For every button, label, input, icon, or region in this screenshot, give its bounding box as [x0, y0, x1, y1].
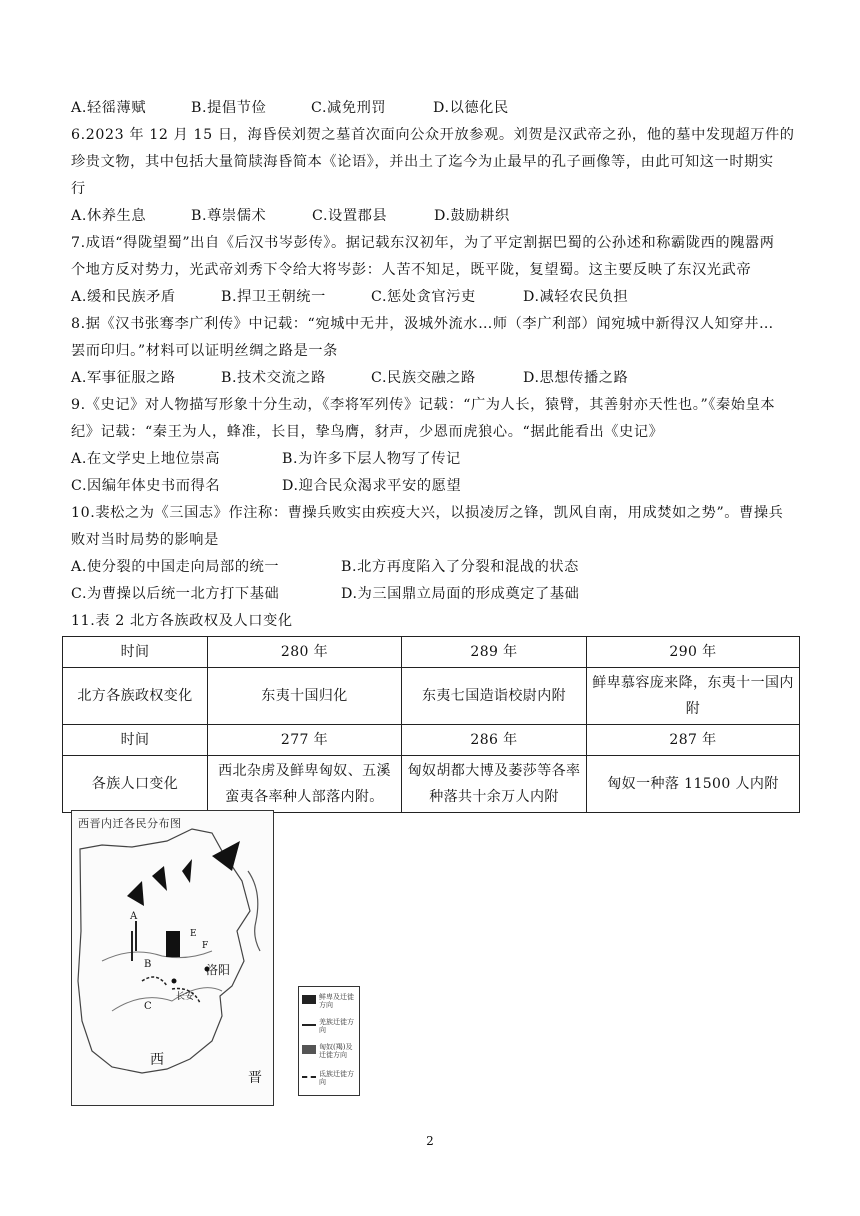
- q9-options-row-1: [71, 450, 461, 468]
- q6-option-b: B.尊崇儒术: [191, 208, 267, 224]
- table-cell: 鲜卑慕容庞来降，东夷十一国内附: [587, 668, 800, 725]
- coastline: [78, 829, 250, 1073]
- q10-option-c: C.为曹操以后统一北方打下基础: [71, 586, 280, 602]
- table-cell: 时间: [63, 637, 208, 668]
- q7-option-a: A.缓和民族矛盾: [71, 289, 176, 305]
- legend-item: 匈奴(羯)及迁徙方向: [319, 1043, 353, 1059]
- table-cell: 各族人口变化: [63, 756, 208, 813]
- q7-options: [71, 288, 628, 306]
- map-legend: [298, 986, 360, 1096]
- map-label-f: F: [202, 941, 209, 951]
- table-cell: 时间: [63, 725, 208, 756]
- q5-option-a: A.轻徭薄赋: [71, 100, 147, 116]
- map-label-a: A: [130, 911, 138, 922]
- table-cell: 277 年: [208, 725, 402, 756]
- q8-option-a: A.军事征服之路: [71, 370, 176, 386]
- chang-an-marker: [172, 979, 177, 984]
- q9-stem-line-1: 9.《史记》对人物描写形象十分生动，《李将军列传》记载：“广为人长，猿臂，其善射亦天性也。”《秦始皇本: [71, 397, 776, 413]
- map-label-b: B: [144, 959, 152, 970]
- q11-caption: 11.表 2 北方各族政权及人口变化: [71, 613, 293, 629]
- migration-arrow: [127, 881, 144, 906]
- legend-item: 氐族迁徙方向: [319, 1070, 354, 1086]
- table-cell: 290 年: [587, 637, 800, 668]
- map-label-changan: 长安: [176, 992, 195, 1002]
- page-number: 2: [426, 1134, 434, 1148]
- yellow-river: [102, 951, 212, 961]
- legend-qiang-icon: [302, 1024, 316, 1026]
- q9-option-a: A.在文学史上地位崇高: [71, 451, 221, 467]
- q7-stem-line-1: 7.成语“得陇望蜀”出自《后汉书岑彭传》。据记载东汉初年，为了平定割据巴蜀的公孙述和称霸陇西的隗嚣两: [71, 235, 775, 251]
- q6-stem-line-3: 行: [71, 181, 86, 197]
- yangtze-river: [112, 988, 222, 1011]
- map-drawing: [72, 811, 272, 1104]
- migration-arrow: [132, 921, 136, 961]
- q8-option-b: B.技术交流之路: [221, 370, 326, 386]
- q5-option-d: D.以德化民: [433, 100, 509, 116]
- migration-block: [166, 931, 180, 957]
- map-label-jin: 晋: [248, 1070, 262, 1086]
- table-cell: 286 年: [402, 725, 587, 756]
- q8-stem-line-1: 8.据《汉书张骞李广利传》中记载：“宛城中无井，汲城外流水…师（李广利部）闻宛城中新得汉人知穿井…: [71, 316, 774, 332]
- legend-di-icon: [302, 1076, 316, 1078]
- table-cell: 东夷七国造诣校尉内附: [402, 668, 587, 725]
- q9-option-c: C.因编年体史书而得名: [71, 478, 221, 494]
- legend-item: 羌族迁徙方向: [319, 1018, 354, 1034]
- q9-stem-line-2: 纪》记载：“秦王为人，蜂准，长目，挚鸟膺，豺声，少恩而虎狼心。“据此能看出《史记》: [71, 424, 664, 440]
- q5-options: [71, 99, 509, 117]
- migration-arrow: [152, 866, 167, 891]
- q8-stem-line-2: 罢而印归。”材料可以证明丝绸之路是一条: [71, 343, 338, 359]
- q6-option-a: A.休养生息: [71, 208, 147, 224]
- q7-option-c: C.惩处贪官污吏: [371, 289, 476, 305]
- q10-option-a: A.使分裂的中国走向局部的统一: [71, 559, 280, 575]
- q10-option-b: B.北方再度陷入了分裂和混战的状态: [341, 559, 579, 575]
- q5-option-b: B.提倡节俭: [191, 100, 267, 116]
- table-row: [63, 637, 800, 668]
- legend-item: 鲜卑及迁徙方向: [319, 993, 354, 1009]
- q5-option-c: C.减免刑罚: [311, 100, 387, 116]
- q9-option-b: B.为许多下层人物写了传记: [282, 451, 461, 467]
- q6-stem-line-1: 6.2023 年 12 月 15 日，海昏侯刘贺之墓首次面向公众开放参观。刘贺是汉武帝之孙，他的墓中发现超万件的: [71, 127, 795, 143]
- q10-options-row-2: [71, 585, 579, 603]
- legend-xiongnu-icon: [302, 1045, 316, 1054]
- map-label-c: C: [144, 1001, 152, 1012]
- table-row: [63, 756, 800, 813]
- table-row: [63, 725, 800, 756]
- q6-option-c: C.设置郡县: [312, 208, 388, 224]
- table-cell: 北方各族政权变化: [63, 668, 208, 725]
- migration-arrow: [212, 841, 240, 871]
- table-cell: 匈奴胡都大博及萎莎等各率种落共十余万人内附: [402, 756, 587, 813]
- table-row: [63, 668, 800, 725]
- q8-option-c: C.民族交融之路: [371, 370, 476, 386]
- q6-option-d: D.鼓励耕织: [434, 208, 510, 224]
- migration-map: [71, 810, 354, 1106]
- q6-options: [71, 207, 510, 225]
- q7-stem-line-2: 个地方反对势力，光武帝刘秀下令给大将岑彭：人苦不知足，既平陇，复望蜀。这主要反映了东汉光武帝: [71, 262, 752, 278]
- q10-stem-line-2: 败对当时局势的影响是: [71, 532, 219, 548]
- table-cell: 287 年: [587, 725, 800, 756]
- migration-path: [142, 977, 167, 986]
- q10-option-d: D.为三国鼎立局面的形成奠定了基础: [341, 586, 580, 602]
- q9-option-d: D.迎合民众渴求平安的愿望: [282, 478, 462, 494]
- q9-options-row-2: [71, 477, 461, 495]
- table-cell: 西北杂虏及鲜卑匈奴、五溪蛮夷各率种人部落内附。: [208, 756, 402, 813]
- map-title: 西晋内迁各民分布图: [78, 817, 182, 830]
- map-label-luoyang: 洛阳: [206, 963, 231, 977]
- q7-option-d: D.减轻农民负担: [523, 289, 629, 305]
- migration-arrow: [182, 859, 192, 883]
- table-cell: 东夷十国归化: [208, 668, 402, 725]
- map-label-xi: 西: [150, 1052, 164, 1068]
- table-cell: 289 年: [402, 637, 587, 668]
- table-cell: 280 年: [208, 637, 402, 668]
- q7-option-b: B.捍卫王朝统一: [221, 289, 326, 305]
- q8-option-d: D.思想传播之路: [523, 370, 629, 386]
- q10-stem-line-1: 10.裴松之为《三国志》作注称：曹操兵败实由疾疫大兴，以损凌厉之锋，凯风自南，用成焚如之势”。曹操兵: [71, 505, 784, 521]
- q11-table: [62, 636, 800, 813]
- q6-stem-line-2: 珍贵文物，其中包括大量简牍海昏简本《论语》，并出土了迄今为止最早的孔子画像等，由此可知这一时期实: [71, 154, 774, 170]
- map-label-e: E: [190, 929, 197, 939]
- table-cell: 匈奴一种落 11500 人内附: [587, 756, 800, 813]
- legend-xianbei-icon: [302, 995, 316, 1004]
- q8-options: [71, 369, 628, 387]
- q10-options-row-1: [71, 558, 579, 576]
